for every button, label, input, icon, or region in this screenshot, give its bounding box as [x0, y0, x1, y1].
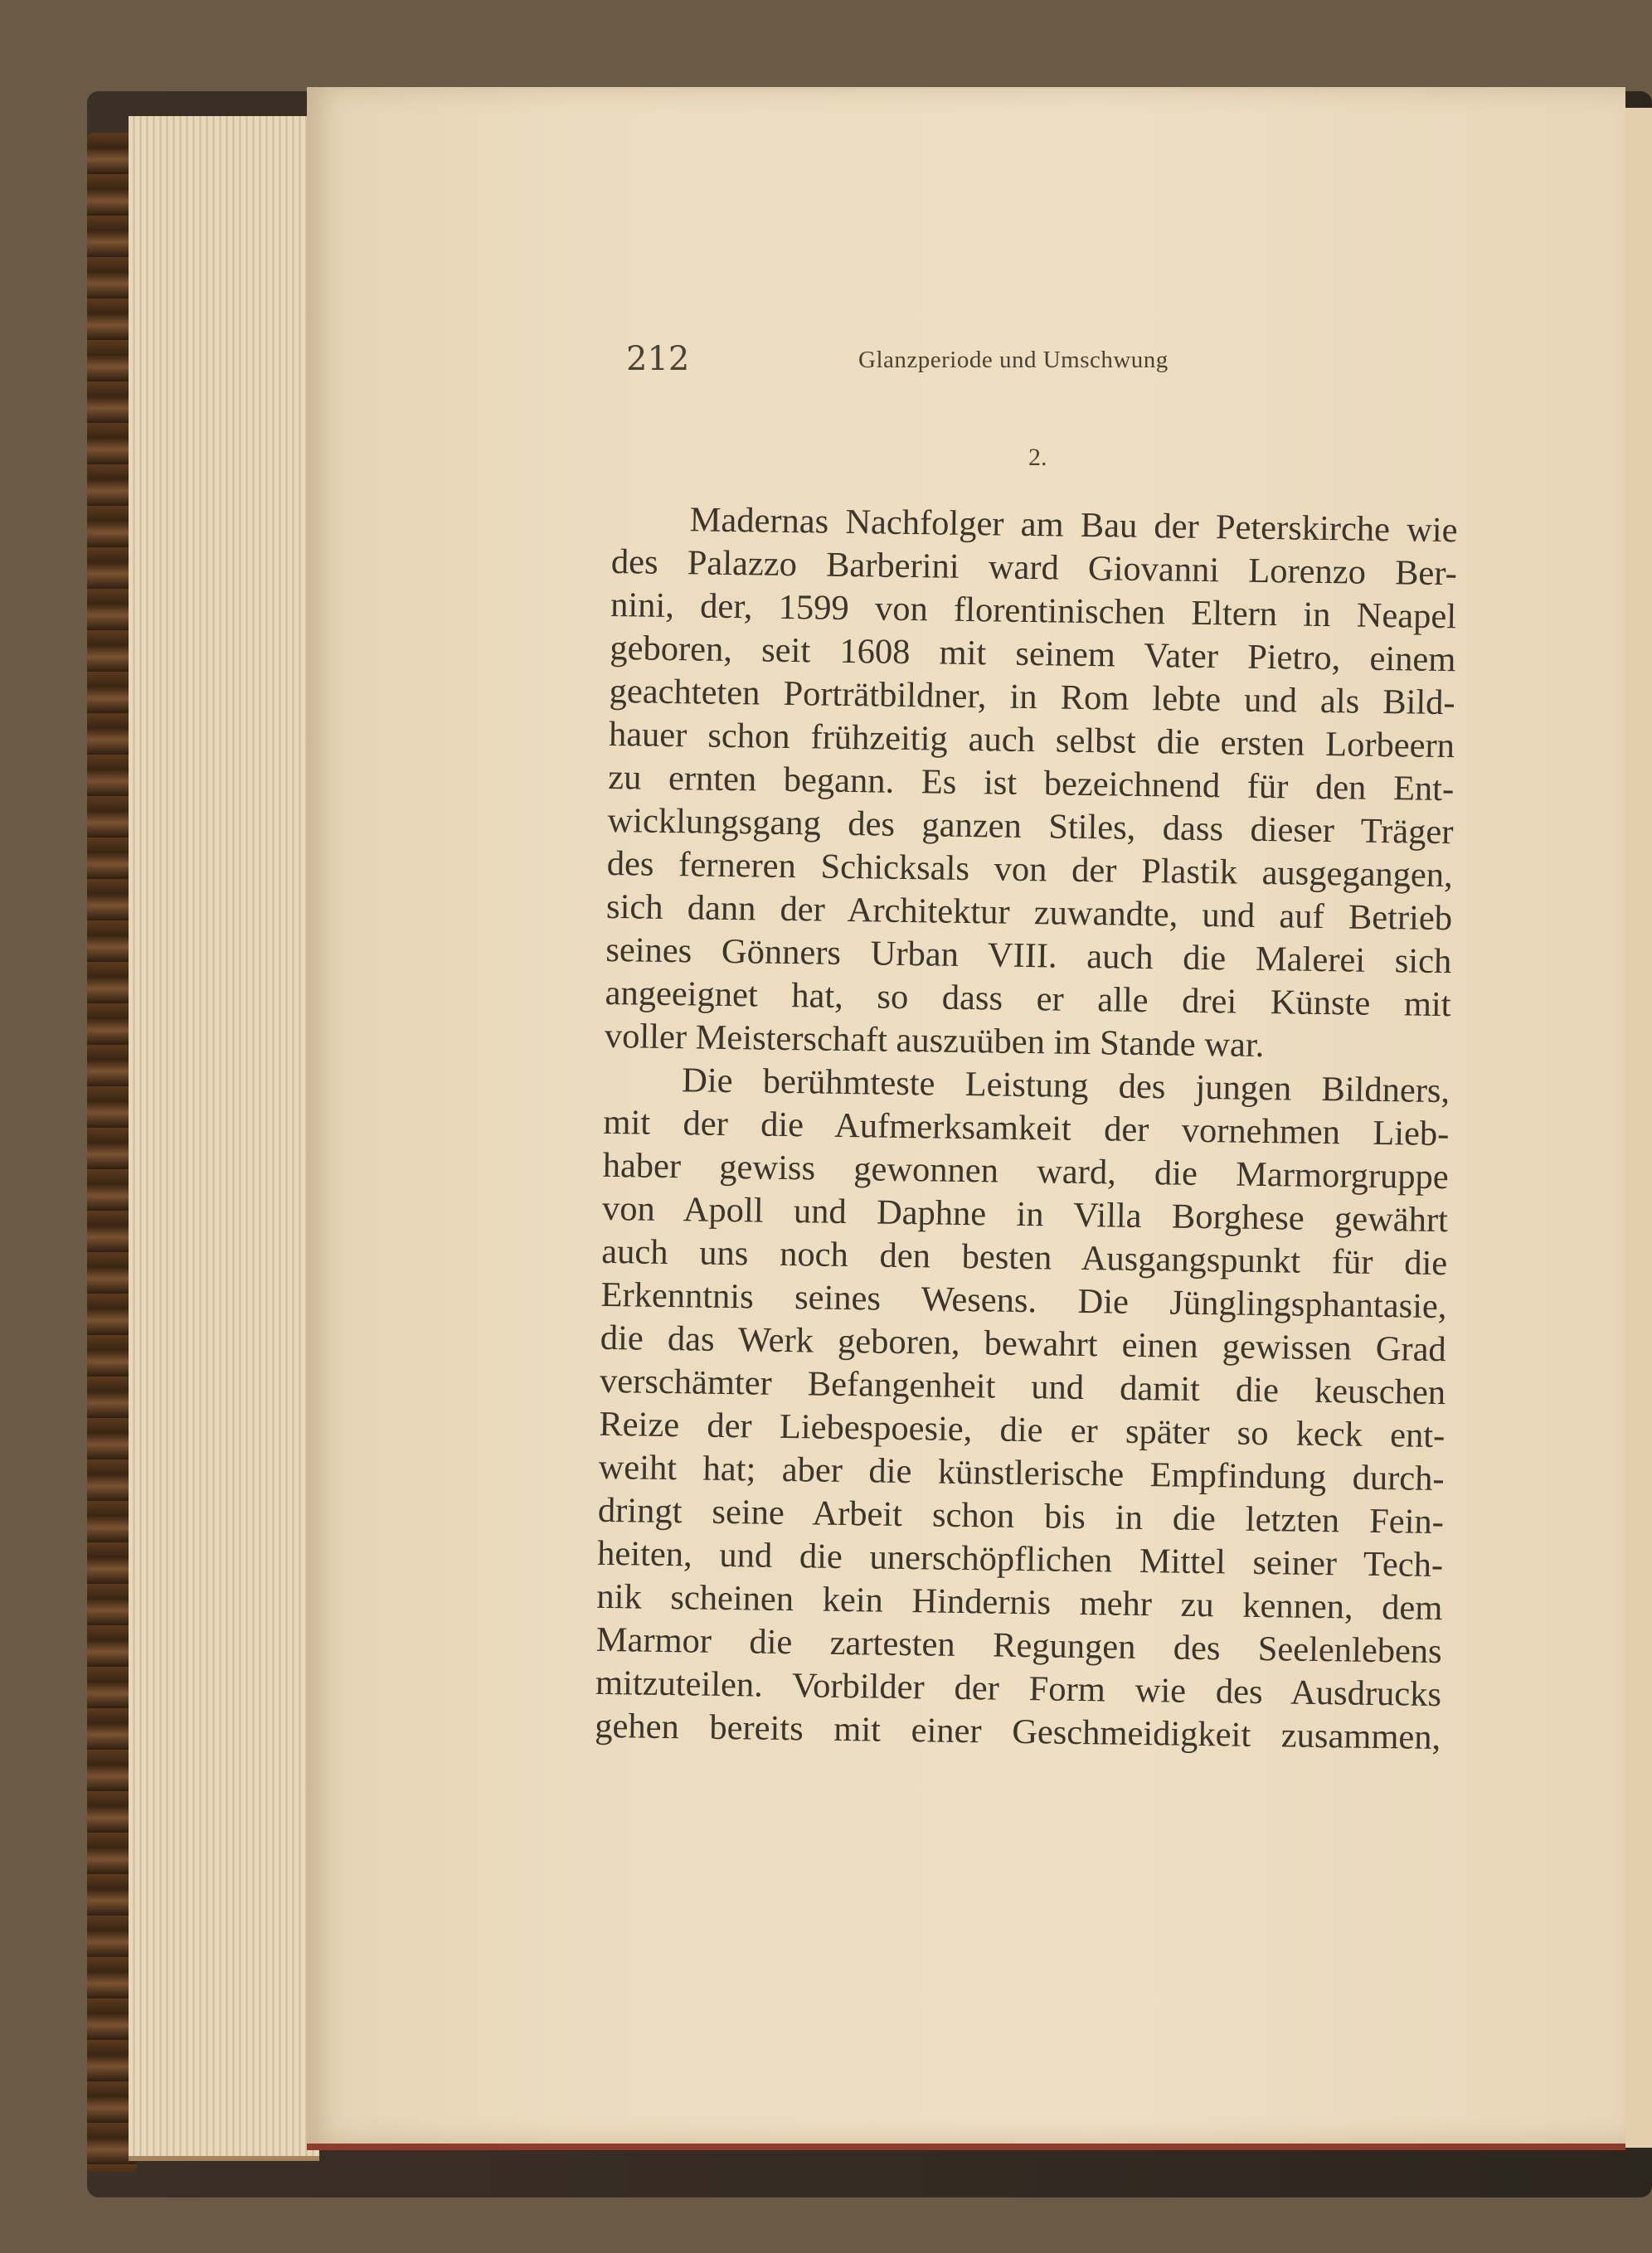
- text-line: hauer schon frühzeitig auch selbst die ersten Lorbeern: [608, 714, 1455, 766]
- text-line: des ferneren Schicksals von der Plastik ausgegangen,: [606, 843, 1454, 896]
- text-line: voller Meisterschaft auszuüben im Stande war.: [604, 1016, 1265, 1066]
- section-number: 2.: [1028, 444, 1047, 471]
- page-header: [626, 340, 1232, 390]
- text-line: gehen bereits mit einer Geschmeidigkeit zusammen,: [594, 1706, 1441, 1758]
- text-line: verschämter Befangenheit und damit die keuschen: [599, 1361, 1446, 1413]
- page-number: 212: [626, 340, 690, 378]
- text-line: des Palazzo Barberini ward Giovanni Lorenzo Ber-: [610, 541, 1458, 594]
- text-line: die das Werk geboren, bewahrt einen gewissen Grad: [600, 1318, 1447, 1370]
- paragraph: [605, 498, 1458, 1070]
- text-line: nini, der, 1599 von florentinischen Eltern in Neapel: [610, 585, 1457, 637]
- text-line: Reize der Liebespoesie, die er später so keck ent-: [599, 1404, 1446, 1456]
- text-line: Die berühmteste Leistung des jungen Bildners,: [681, 1061, 1450, 1111]
- text-line: seines Gönners Urban VIII. auch die Malerei sich: [605, 930, 1452, 982]
- text-line: Marmor die zartesten Regungen des Seelenlebens: [595, 1619, 1442, 1672]
- text-line: geachteten Porträtbildner, in Rom lebte und als Bild-: [609, 671, 1455, 723]
- text-line: Madernas Nachfolger am Bau der Peterskirche wie: [689, 500, 1458, 551]
- text-line: mitzuteilen. Vorbilder der Form wie des Ausdrucks: [595, 1663, 1442, 1715]
- text-line: sich dann der Architektur zuwandte, und auf Betrieb: [605, 886, 1453, 939]
- text-line: nik scheinen kein Hindernis mehr zu kennen, dem: [596, 1576, 1443, 1629]
- text-line: mit der die Aufmerksamkeit der vornehmen Lieb-: [603, 1102, 1450, 1154]
- text-line: auch uns noch den besten Ausgangspunkt für die: [600, 1231, 1448, 1284]
- page-edges: [129, 116, 319, 2161]
- text-line: dringt seine Arbeit schon bis in die letzten Fein-: [597, 1490, 1445, 1542]
- text-line: zu ernten begann. Es ist bezeichnend für den Ent-: [607, 757, 1455, 809]
- text-line: Erkenntnis seines Wesens. Die Jünglingsphantasie,: [600, 1275, 1447, 1327]
- running-head: Glanzperiode und Umschwung: [858, 347, 1169, 373]
- paragraph: [595, 1058, 1450, 1760]
- text-line: wicklungsgang des ganzen Stiles, dass dieser Träger: [607, 800, 1454, 852]
- text-line: geboren, seit 1608 mit seinem Vater Pietro, einem: [610, 628, 1456, 680]
- text-line: haber gewiss gewonnen ward, die Marmorgruppe: [602, 1145, 1449, 1197]
- text-line: weiht hat; aber die künstlerische Empfindung durch-: [598, 1447, 1445, 1499]
- text-line: heiten, und die unerschöpflichen Mittel seiner Tech-: [596, 1533, 1444, 1585]
- text-line: von Apoll und Daphne in Villa Borghese gewährt: [601, 1188, 1449, 1241]
- text-line: angeeignet hat, so dass er alle drei Künste mit: [605, 973, 1451, 1025]
- body-text: [595, 498, 1458, 1760]
